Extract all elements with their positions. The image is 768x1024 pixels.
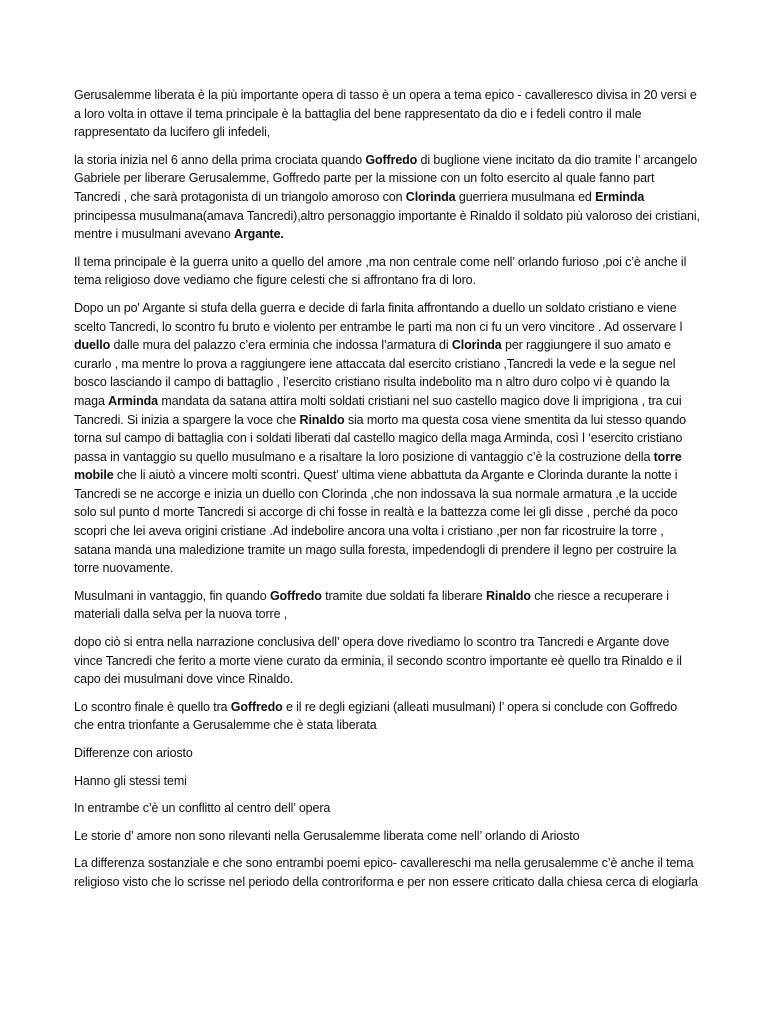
bold-text xyxy=(74,338,110,352)
paragraph xyxy=(74,253,700,290)
paragraph xyxy=(74,744,700,763)
bold-run: Goffredo xyxy=(230,699,283,714)
paragraph xyxy=(74,299,700,578)
paragraph xyxy=(74,633,700,689)
bold-run: Goffredo xyxy=(365,152,418,167)
paragraph xyxy=(74,827,700,846)
bold-text xyxy=(108,394,158,408)
bold-run: Clorinda xyxy=(451,338,502,353)
bold-run: Argante. xyxy=(234,227,284,242)
paragraph xyxy=(74,151,700,244)
text-run: la storia inizia nel 6 anno della prima crociata quando xyxy=(74,152,366,167)
text-run: che riesce a recuperare i materiali dalla selva per la nuova torre , xyxy=(74,588,669,622)
text-run: e il re degli egiziani (alleati musulmani) l’ opera si conclude con Goffredo che entra trionfante a Gerusalemme che è stata liberata xyxy=(74,699,678,733)
paragraph xyxy=(74,772,700,791)
text-run: Le storie d’ amore non sono rilevanti nella Gerusalemme liberata come nell’ orlando di Ariosto xyxy=(74,828,580,843)
bold-run: Rinaldo xyxy=(299,412,345,427)
paragraph xyxy=(74,799,700,818)
text-run: dalle mura del palazzo c’era erminia che indossa l’armatura di xyxy=(110,338,452,353)
bold-run: Clorinda xyxy=(405,189,456,204)
bold-run: Goffredo xyxy=(269,588,322,603)
bold-text xyxy=(300,413,345,427)
text-run: mandata da satana attira molti soldati cristiani nel suo castello magico dove li imprigiona , tra cui Tancredi. Si inizia a spargere la voce che xyxy=(74,393,682,427)
text-run: Il tema principale è la guerra unito a quello del amore ,ma non centrale come nell’ orlando furioso ,poi c’è anche il tema religioso dove vediamo che figure celesti che si affrontano fra di loro. xyxy=(74,254,687,288)
text-run: guerriera musulmana ed xyxy=(455,189,596,204)
bold-run: torre mobile xyxy=(74,449,682,483)
bold-text xyxy=(406,190,456,204)
bold-text xyxy=(234,227,284,241)
bold-run: Erminda xyxy=(595,189,645,204)
document-body xyxy=(74,86,700,901)
bold-run: Rinaldo xyxy=(485,588,531,603)
text-run: principessa musulmana(amava Tancredi),altro personaggio importante è Rinaldo il soldato più valoroso dei cristiani, mentre i musulmani avevano xyxy=(74,208,700,242)
bold-run: duello xyxy=(74,338,111,353)
text-run: Lo scontro finale è quello tra xyxy=(74,699,231,714)
paragraph xyxy=(74,86,700,142)
text-run: Gerusalemme liberata è la più importante opera di tasso è un opera a tema epico - cavalleresco divisa in 20 versi e a loro volta in ottave il tema principale è la battaglia del bene rappresentato da dio e i fedeli contro il male rappresentato da lucifero gli infedeli, xyxy=(74,88,697,140)
text-run: La differenza sostanziale e che sono entrambi poemi epico- cavallereschi ma nella gerusalemme c’è anche il tema religioso visto che lo scrisse nel periodo della controriforma e per non essere criticato dalla chiesa cerca di elogiarla xyxy=(74,856,698,889)
text-run: di buglione viene incitato da dio tramite l’ arcangelo Gabriele per liberare Gerusalemme, Goffredo parte per la missione con un folto esercito al quale fanno part Tancredi , che sarà protagonista di un triangolo amoroso con xyxy=(74,152,698,204)
bold-text xyxy=(486,589,531,603)
text-run: sia morto ma questa cosa viene smentita da lui stesso quando torna sul campo di battaglia con i soldati liberati dal castello magico della maga Arminda, così l ‘esercito cristiano passa in vantaggio su quello musulmano e a risaltare la loro posizione di vantaggio c’è la costruzione della xyxy=(74,412,687,464)
bold-text xyxy=(231,700,283,714)
paragraph xyxy=(74,854,700,891)
text-run: Differenze con ariosto xyxy=(74,746,193,760)
bold-text xyxy=(270,589,322,603)
paragraph xyxy=(74,698,700,735)
text-run: Musulmani in vantaggio, fin quando xyxy=(74,588,270,603)
text-run: dopo ciò si entra nella narrazione conclusiva dell’ opera dove rivediamo lo scontro tra Tancredi e Argante dove vince Tancredi che ferito a morte viene curato da erminia, il secondo scontro importante eè quello tra Rinaldo e il capo dei musulmani dove vince Rinaldo. xyxy=(74,635,682,687)
text-run: che li aiutò a vincere molti scontri. Quest’ ultima viene abbattuta da Argante e Clorinda durante la notte i Tancredi se ne accorge e inizia un duello con Clorinda ,che non indossava la sua normale armatura ,e la uccide solo sul punto d morte Tancredi si accorge di chi fosse in realtà e la battezza come lei gli disse , perché da poco scopri che lei aveva origini cristiane .Ad indebolire ancora una volta i cristiano ,per non far ricostruire la torre , satana manda una maledizione tramite un mago sulla foresta, impedendogli di prendere il legno per costruire la torre nuovamente. xyxy=(74,468,678,576)
text-run: per raggiungere il suo amato e curarlo , ma mentre lo prova a raggiungere iene attaccata dal esercito cristiano ,Tancredi la vede e la segue nel bosco lasciando il campo di battaglio , l’esercito cristiano risulta indebolito ma n altro duro colpo vi è quando la maga xyxy=(74,338,676,408)
bold-run: Arminda xyxy=(108,393,159,408)
text-run: Hanno gli stessi temi xyxy=(74,773,187,788)
text-run: tramite due soldati fa liberare xyxy=(321,588,486,603)
bold-text xyxy=(452,338,502,352)
bold-text xyxy=(365,153,417,167)
text-run: In entrambe c’è un conflitto al centro dell’ opera xyxy=(74,801,331,816)
paragraph xyxy=(74,587,700,624)
bold-text xyxy=(595,190,644,204)
text-run: Dopo un po' Argante si stufa della guerra e decide di farla finita affrontando a duello un soldato cristiano e viene scelto Tancredi, lo scontro fu bruto e violento per entrambe le parti ma non ci fu un vero vincitore . Ad osservare l xyxy=(74,300,683,334)
